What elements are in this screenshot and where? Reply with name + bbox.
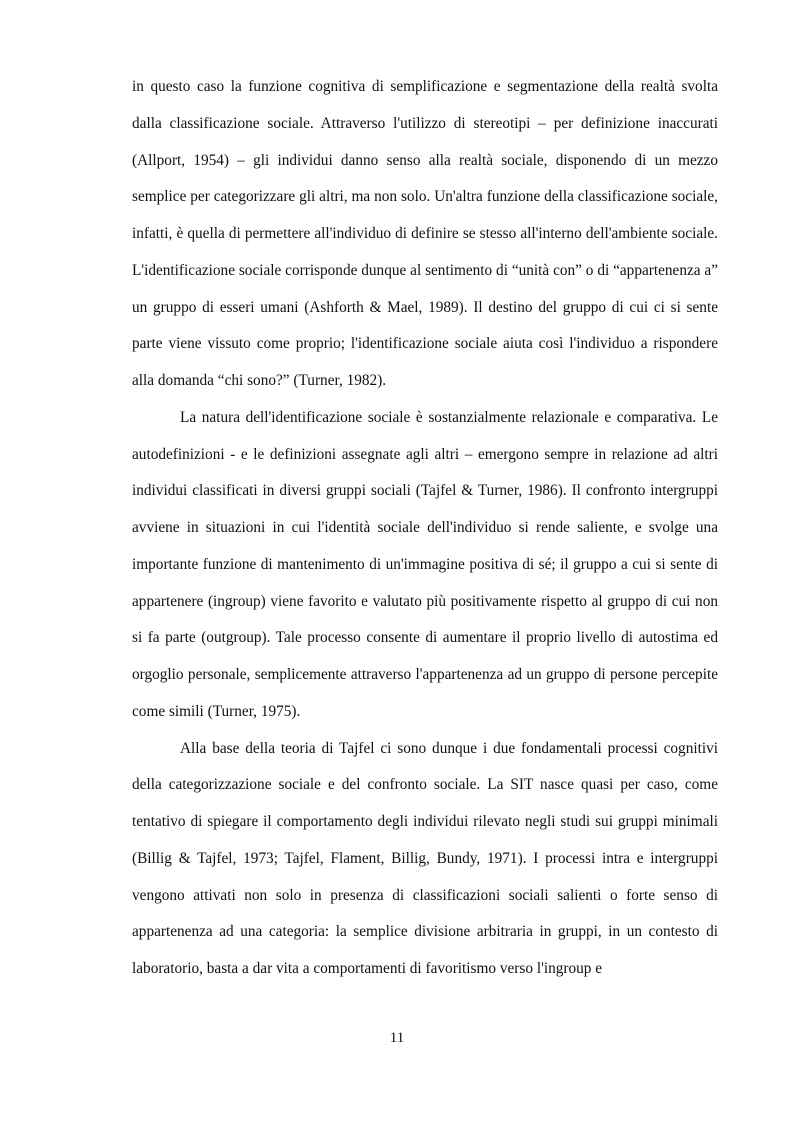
paragraph-tajfel-theory: Alla base della teoria di Tajfel ci sono dunque i due fondamentali processi cognitivi della categorizzazione sociale e del confronto sociale. La SIT nasce quasi per caso, come tentativo di spiegare il comportamento degli individui rilevato negli studi sui gruppi minimali (Billig & Tajfel, 1973; Tajfel, Flament, Billig, Bundy, 1971). I processi intra e intergruppi vengono attivati non solo in presenza di classificazioni sociali salienti o forte senso di appartenenza ad una categoria: la semplice divisione arbitraria in gruppi, in un contesto di laboratorio, basta a dar vita a comportamenti di favoritismo verso l'ingroup e bbox=[132, 739, 718, 977]
paragraph-continuation: in questo caso la funzione cognitiva di semplificazione e segmentazione della realtà svolta dalla classificazione sociale. Attraverso l'utilizzo di stereotipi – per definizione inaccurati (Allport, 1954) – gli individui danno senso alla realtà sociale, disponendo di un mezzo semplice per categorizzare gli altri, ma non solo. Un'altra funzione della classificazione sociale, infatti, è quella di permettere all'individuo di definire se stesso all'interno dell'ambiente sociale. L'identificazione sociale corrisponde dunque al sentimento di “unità con” o di “appartenenza a” un gruppo di esseri umani (Ashforth & Mael, 1989). Il destino del gruppo di cui ci si sente parte viene vissuto come proprio; l'identificazione sociale aiuta così l'individuo a rispondere alla domanda “chi sono?” (Turner, 1982). bbox=[132, 78, 718, 389]
body-text bbox=[132, 69, 718, 988]
paragraph-social-identification: La natura dell'identificazione sociale è sostanzialmente relazionale e comparativa. Le autodefinizioni - e le definizioni assegnate agli altri – emergono sempre in relazione ad altri individui classificati in diversi gruppi sociali (Tajfel & Turner, 1986). Il confronto intergruppi avviene in situazioni in cui l'identità sociale dell'individuo si rende saliente, e svolge una importante funzione di mantenimento di un'immagine positiva di sé; il gruppo a cui si sente di appartenere (ingroup) viene favorito e valutato più positivamente rispetto al gruppo di cui non si fa parte (outgroup). Tale processo consente di aumentare il proprio livello di autostima ed orgoglio personale, semplicemente attraverso l'appartenenza ad un gruppo di persone percepite come simili (Turner, 1975). bbox=[132, 408, 718, 720]
page-number: 11 bbox=[389, 1030, 405, 1046]
